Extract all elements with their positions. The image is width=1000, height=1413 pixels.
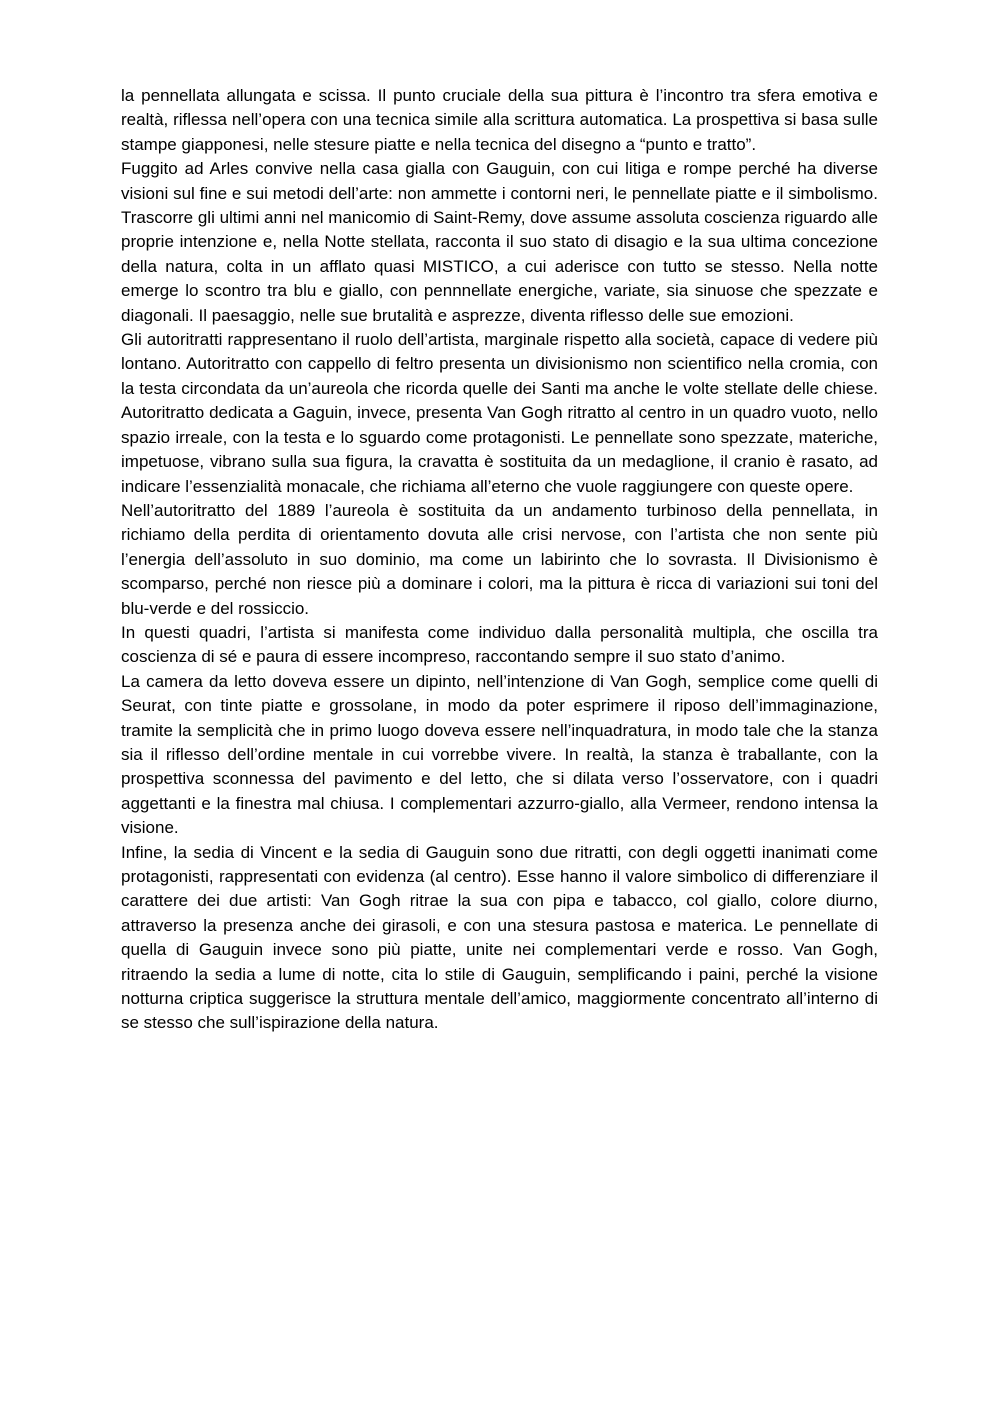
paragraph-self-portraits: Gli autoritratti rappresentano il ruolo dell’artista, marginale rispetto alla società, capace di vedere più lontano. Autoritratto con cappello di feltro presenta un divisionismo non scientifico nella cromia, con la testa circondata da un’aureola che ricorda quelle dei Santi ma anche le volte stellate delle chiese. Autoritratto dedicata a Gaguin, invece, presenta Van Gogh ritratto al centro in un quadro vuoto, nello spazio irreale, con la testa e lo sguardo come protagonisti. Le pennellate sono spezzate, materiche, impetuose, vibrano sulla sua figura, la cravatta è sostituita da un medaglione, il cranio è rasato, ad indicare l’essenzialità monacale, che richiama all’eterno che vuole raggiungere con queste opere. (121, 330, 878, 496)
paragraph-chairs: Infine, la sedia di Vincent e la sedia di Gauguin sono due ritratti, con degli oggetti inanimati come protagonisti, rappresentati con evidenza (al centro). Esse hanno il valore simbolico di differenziare il carattere dei due artisti: Van Gogh ritrae la sua con pipa e tabacco, col giallo, colore diurno, attraverso la presenza anche dei girasoli, e con una stesura pastosa e materica. Le pennellate di quella di Gauguin invece sono più piatte, unite nei complementari verde e rosso. Van Gogh, ritraendo la sedia a lume di notte, cita lo stile di Gauguin, semplificando i paini, perché la visione notturna criptica suggerisce la struttura mentale dell’amico, maggiormente concentrato all’interno di se stesso che sull’ispirazione della natura. (121, 842, 878, 1033)
paragraph-personality: In questi quadri, l’artista si manifesta come individuo dalla personalità multipla, che oscilla tra coscienza di sé e paura di essere incompreso, raccontando sempre il suo stato d’animo. (121, 622, 878, 667)
paragraph-bedroom: La camera da letto doveva essere un dipinto, nell’intenzione di Van Gogh, semplice come quelli di Seurat, con tinte piatte e grossolane, in modo da poter esprimere il riposo dell’immaginazione, tramite la semplicità che in primo luogo doveva essere nell’inquadratura, in modo tale che la stanza sia il riflesso dell’ordine mentale in cui vorrebbe vivere. In realtà, la stanza è traballante, con la prospettiva sconnessa del pavimento e del letto, che si dilata verso l’osservatore, con i quadri aggettanti e la finestra mal chiusa. I complementari azzurro-giallo, alla Vermeer, rendono intensa la visione. (121, 671, 878, 838)
paragraph-arles: Fuggito ad Arles convive nella casa gialla con Gauguin, con cui litiga e rompe perché ha diverse visioni sul fine e sui metodi dell’arte: non ammette i contorni neri, le pennellate piatte e il simbolismo. Trascorre gli ultimi anni nel manicomio di Saint-Remy, dove assume assoluta coscienza riguardo alle proprie intenzione e, nella Notte stellata, racconta il suo stato di disagio e la sua ultima concezione della natura, colta in un afflato quasi MISTICO, a cui aderisce con tutto se stesso. Nella notte emerge lo scontro tra blu e giallo, con pennnellate energiche, variate, sia sinuose che spezzate e diagonali. Il paesaggio, nelle sue brutalità e asprezze, diventa riflesso delle sue emozioni. (121, 159, 878, 325)
paragraph-self-portrait-1889: Nell’autoritratto del 1889 l’aureola è sostituita da un andamento turbinoso della pennellata, in richiamo della perdita di orientamento dovuta alle crisi nervose, con l’artista che non sente più l’energia dell’assoluto in suo dominio, ma come un labirinto che lo sovrasta. Il Divisionismo è scomparso, perché non riesce più a dominare i colori, ma la pittura è ricca di variazioni sui toni del blu-verde e del rossiccio. (121, 500, 878, 618)
paragraph-brushstroke: la pennellata allungata e scissa. Il punto cruciale della sua pittura è l’incontro tra sfera emotiva e realtà, riflessa nell’opera con una tecnica simile alla scrittura automatica. La prospettiva si basa sulle stampe giapponesi, nelle stesure piatte e nella tecnica del disegno a “punto e tratto”. (121, 86, 878, 154)
document-page (121, 84, 878, 1036)
